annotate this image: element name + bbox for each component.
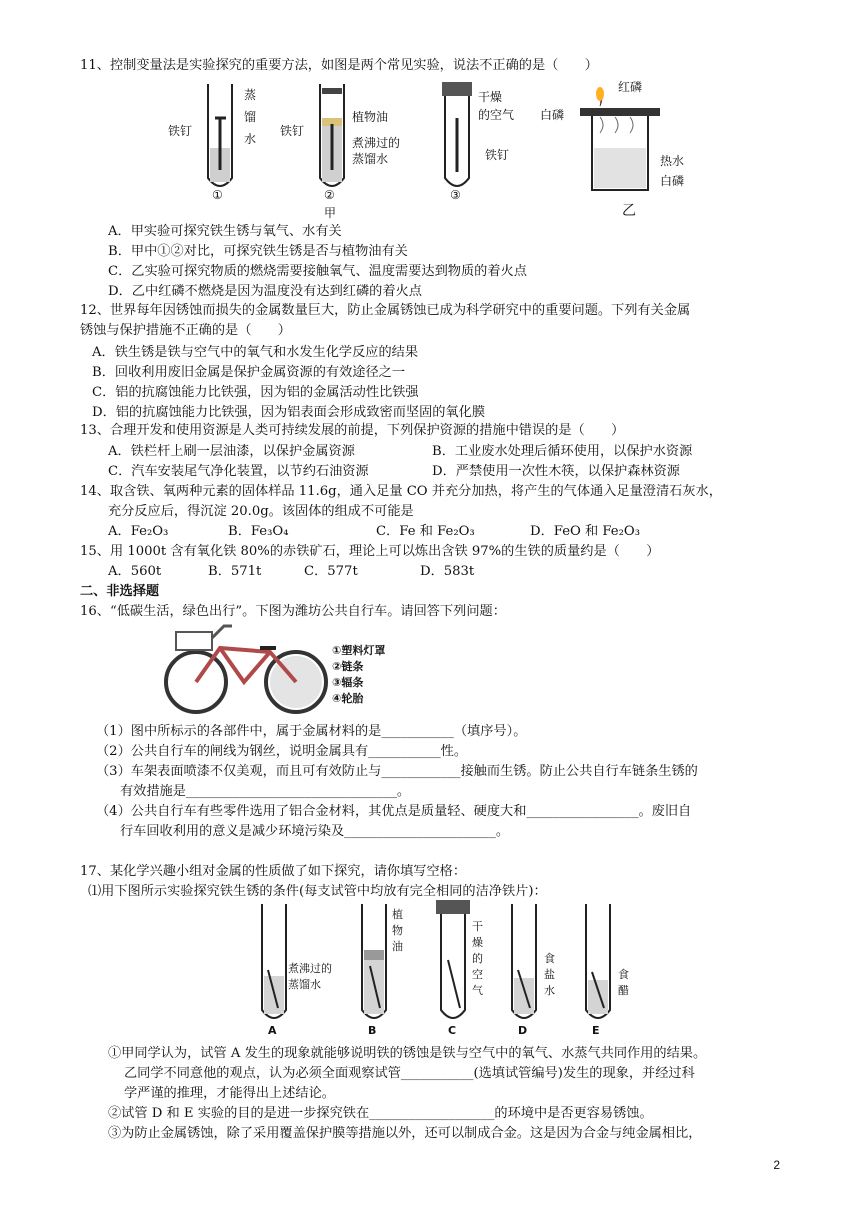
q11-label-dry-air-1: 干燥	[478, 90, 503, 104]
q15-option-c: C．577t	[304, 564, 358, 579]
q13-option-c: C．汽车安装尾气净化装置，以节约石油资源	[108, 464, 369, 479]
q17-tube-b: B	[368, 1024, 377, 1037]
q17-sub1: ⑴用下图所示实验探究铁生锈的条件(每支试管中均放有完全相同的洁净铁片)：	[88, 884, 547, 899]
q16-part-2: ②链条	[332, 660, 364, 673]
q11-stem: 11、控制变量法是实验探究的重要方法，如图是两个常见实验，说法不正确的是（ ）	[80, 58, 598, 73]
q13-option-d: D．严禁使用一次性木筷，以保护森林资源	[432, 464, 680, 479]
q17-p1-line1: ①甲同学认为，试管 A 发生的现象就能够说明铁的锈蚀是铁与空气中的氧气、水蒸气共同作用的结果。	[108, 1046, 707, 1061]
q16-figure	[160, 618, 410, 714]
q12-stem-line2: 锈蚀与保护措施不正确的是（ ）	[80, 323, 291, 338]
q17-p1-line3: 学严谨的推理，才能得出上述结论。	[124, 1086, 335, 1101]
q11-label-boiled-1: 煮沸过的	[352, 136, 401, 150]
q11-label-distilled-2: 馏	[244, 110, 257, 124]
q12-option-d: D．铝的抗腐蚀能力比铁强，因为铝表面会形成致密而坚固的氧化膜	[92, 405, 486, 420]
q15-option-d: D．583t	[420, 564, 475, 579]
q13-option-a: A．铁栏杆上刷一层油漆，以保护金属资源	[108, 444, 355, 459]
q17-label-vinegar-1: 食	[618, 968, 629, 981]
q11-label-tube-3: ③	[450, 188, 461, 202]
q17-label-oil-1: 植	[392, 908, 403, 921]
q11-option-c: C．乙实验可探究物质的燃烧需要接触氧气、温度需要达到物质的着火点	[108, 264, 527, 279]
q12-option-b: B．回收利用废旧金属是保护金属资源的有效途径之一	[92, 365, 406, 380]
q17-figure	[248, 900, 648, 1040]
q11-option-d: D．乙中红磷不燃烧是因为温度没有达到红磷的着火点	[108, 284, 422, 299]
q11-label-yi: 乙	[622, 203, 636, 219]
q16-sub3-line2: 有效措施是________________________________。	[120, 784, 411, 799]
q17-tube-a: A	[268, 1024, 277, 1037]
q16-sub1: （1）图中所标示的各部件中，属于金属材料的是___________（填序号）。	[96, 724, 527, 739]
q11-label-tube-2: ②	[324, 188, 335, 202]
q16-part-3: ③辐条	[332, 676, 364, 689]
q13-stem: 13、合理开发和使用资源是人类可持续发展的前提，下列保护资源的措施中错误的是（ ）	[80, 423, 625, 438]
q17-p1-line2: 乙同学不同意他的观点，认为必须全面观察试管___________(选填试管编号)发生的现象，并经过科	[124, 1066, 695, 1081]
page-number: 2	[773, 1158, 780, 1172]
q17-label-boiled-1: 煮沸过的	[288, 962, 332, 975]
q16-sub3-line1: （3）车架表面喷漆不仅美观，而且可有效防止与____________接触而生锈。防止公共自行车链条生锈的	[96, 764, 698, 779]
q12-stem-line1: 12、世界每年因锈蚀而损失的金属数量巨大，防止金属锈蚀已成为科学研究中的重要问题。下列有关金属	[80, 303, 691, 318]
q17-label-salt-1: 食	[544, 952, 555, 965]
q11-label-tube-1: ①	[212, 188, 223, 202]
q17-label-boiled-2: 蒸馏水	[288, 978, 321, 991]
q12-option-c: C．铝的抗腐蚀能力比铁强，因为铝的金属活动性比铁强	[92, 385, 419, 400]
q17-label-dry-3: 的	[472, 952, 483, 965]
q17-label-oil-2: 物	[392, 924, 403, 937]
q17-tube-c: C	[448, 1024, 457, 1037]
q16-stem: 16、“低碳生活，绿色出行”。下图为潍坊公共自行车。请回答下列问题：	[80, 604, 506, 619]
q17-label-vinegar-2: 醋	[618, 984, 629, 997]
q11-figure	[160, 78, 700, 223]
q16-part-4: ④轮胎	[332, 692, 364, 705]
q15-option-a: A．560t	[108, 564, 162, 579]
q14-option-b: B．Fe₃O₄	[228, 524, 289, 539]
q11-figure-drawing	[160, 78, 700, 223]
q13-option-b: B．工业废水处理后循环使用，以保护水资源	[432, 444, 693, 459]
q15-stem: 15、用 1000t 含有氧化铁 80%的赤铁矿石，理论上可以炼出含铁 97%的生铁的质量约是（ ）	[80, 544, 660, 559]
q11-label-vegetable-oil: 植物油	[352, 110, 389, 124]
q11-label-distilled-3: 水	[244, 132, 257, 146]
q14-stem-line1: 14、取含铁、氧两种元素的固体样品 11.6g，通入足量 CO 并充分加热，将产生的气体通入足量澄清石灰水，	[80, 484, 722, 499]
q11-label-iron-nail-1: 铁钉	[168, 124, 193, 138]
q17-label-oil-3: 油	[392, 940, 403, 953]
q16-sub2: （2）公共自行车的闸线为钢丝，说明金属具有___________性。	[96, 744, 468, 759]
q17-label-dry-1: 干	[472, 920, 483, 933]
q17-stem: 17、某化学兴趣小组对金属的性质做了如下探究，请你填写空格：	[80, 864, 467, 879]
q17-p2: ②试管 D 和 E 实验的目的是进一步探究铁在___________________的环境中是否更容易锈蚀。	[108, 1106, 653, 1121]
q17-p3: ③为防止金属锈蚀，除了采用覆盖保护膜等措施以外，还可以制成合金。这是因为合金与纯金属相比，	[108, 1126, 702, 1141]
q17-label-dry-2: 燥	[472, 936, 483, 949]
q11-label-iron-nail-2: 铁钉	[280, 124, 305, 138]
q14-stem-line2: 充分反应后，得沉淀 20.0g。该固体的组成不可能是	[108, 504, 414, 519]
q14-option-c: C．Fe 和 Fe₂O₃	[376, 524, 475, 539]
q14-option-a: A．Fe₂O₃	[108, 524, 169, 539]
q11-label-dry-air-2: 的空气	[478, 108, 515, 122]
q11-label-hot-water: 热水	[660, 154, 685, 168]
q16-sub4-line2: 行车回收利用的意义是减少环境污染及_______________________。	[120, 824, 510, 839]
q17-label-dry-5: 气	[472, 984, 483, 997]
q17-tube-d: D	[518, 1024, 528, 1037]
q16-bicycle-drawing	[160, 618, 410, 714]
q14-option-d: D．FeO 和 Fe₂O₃	[530, 524, 640, 539]
q15-option-b: B．571t	[208, 564, 262, 579]
q17-label-salt-2: 盐	[544, 968, 555, 981]
q16-part-1: ①塑料灯罩	[332, 644, 386, 657]
q17-label-salt-3: 水	[544, 984, 555, 997]
q11-label-jia: 甲	[324, 206, 337, 220]
q11-label-white-phosphorus-2: 白磷	[660, 174, 685, 188]
section2-title: 二、非选择题	[80, 584, 160, 599]
q11-label-white-phosphorus: 白磷	[540, 108, 565, 122]
q11-label-boiled-2: 蒸馏水	[352, 152, 389, 166]
q16-sub4-line1: （4）公共自行车有些零件选用了铝合金材料，其优点是质量轻、硬度大和_________________。废旧自	[96, 804, 692, 819]
q12-option-a: A．铁生锈是铁与空气中的氧气和水发生化学反应的结果	[92, 345, 419, 360]
q11-label-distilled-1: 蒸	[244, 88, 257, 102]
q17-tube-e: E	[592, 1024, 600, 1037]
q11-label-iron-nail-3: 铁钉	[485, 148, 510, 162]
q11-option-a: A．甲实验可探究铁生锈与氧气、水有关	[108, 224, 342, 239]
q11-label-red-phosphorus: 红磷	[618, 80, 643, 94]
q17-label-dry-4: 空	[472, 968, 483, 981]
q11-option-b: B．甲中①②对比，可探究铁生锈是否与植物油有关	[108, 244, 408, 259]
